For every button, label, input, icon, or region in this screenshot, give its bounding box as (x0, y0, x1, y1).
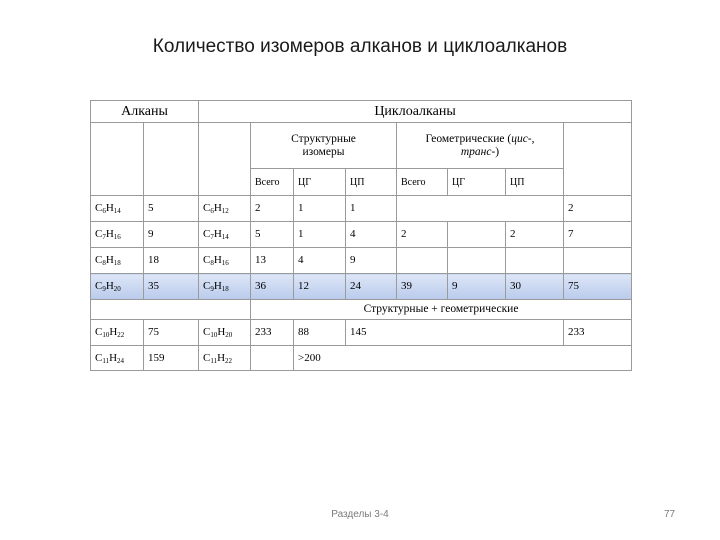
col-total-structural: Всего (251, 169, 294, 196)
table-row (91, 248, 632, 274)
structural-total: 36 (251, 274, 294, 300)
footer-section: Разделы 3-4 (331, 509, 389, 520)
cycloalkane-formula: $C_6H_{12}$ (199, 196, 251, 222)
combined-total (251, 346, 294, 371)
structural-cg: 1 (294, 222, 346, 248)
alkane-count: 18 (144, 248, 199, 274)
alkane-formula: $C_8H_{18}$ (91, 248, 144, 274)
alkane-count: 35 (144, 274, 199, 300)
geometric-cp: 30 (506, 274, 564, 300)
alkane-count: 9 (144, 222, 199, 248)
empty-header-cell (199, 123, 251, 196)
empty-header-cell (91, 123, 144, 196)
structural-cg: 1 (294, 196, 346, 222)
cycloalkane-formula: $C_9H_{18}$ (199, 274, 251, 300)
cycloalkane-formula: $C_8H_{16}$ (199, 248, 251, 274)
structural-total: 2 (251, 196, 294, 222)
page-title: Количество изомеров алканов и циклоалканов (152, 36, 568, 57)
structural-cg: 4 (294, 248, 346, 274)
col-cp-geometric: ЦП (506, 169, 564, 196)
structural-total: 13 (251, 248, 294, 274)
geometric-cg (448, 248, 506, 274)
geometric-empty (397, 196, 564, 222)
alkane-formula: $C_{11}H_{24}$ (91, 346, 144, 371)
total-value: 2 (564, 196, 632, 222)
col-cg-structural: ЦГ (294, 169, 346, 196)
alkane-formula: $C_7H_{16}$ (91, 222, 144, 248)
table-row (91, 222, 632, 248)
structural-isomers-header: Структурные изомеры (251, 123, 397, 169)
total-value: 75 (564, 274, 632, 300)
geometric-total (397, 248, 448, 274)
cycloalkane-formula: $C_7H_{14}$ (199, 222, 251, 248)
cycloalkanes-header: Циклоалканы (199, 101, 632, 123)
geometric-cp: 2 (506, 222, 564, 248)
table-row (91, 320, 632, 346)
geometric-cg: 9 (448, 274, 506, 300)
geometric-total: 39 (397, 274, 448, 300)
total-value (564, 248, 632, 274)
combined-header-row (91, 300, 632, 320)
empty-header-cell (564, 123, 632, 196)
alkane-formula: $C_6H_{14}$ (91, 196, 144, 222)
combined-cp: 145 (346, 320, 564, 346)
structural-total: 5 (251, 222, 294, 248)
table-row (91, 196, 632, 222)
empty-header-cell (144, 123, 199, 196)
geometric-isomers-header: Геометрические (цис-, транс-) (397, 123, 564, 169)
total-value: 233 (564, 320, 632, 346)
alkane-formula: $C_{10}H_{22}$ (91, 320, 144, 346)
header-row-1 (91, 101, 632, 123)
alkane-count: 75 (144, 320, 199, 346)
total-value: 7 (564, 222, 632, 248)
header-row-2 (91, 123, 632, 169)
combined-cg: 88 (294, 320, 346, 346)
table-row (91, 274, 632, 300)
combined-cg: >200 (294, 346, 632, 371)
geometric-cp (506, 248, 564, 274)
structural-cp: 9 (346, 248, 397, 274)
structural-cp: 24 (346, 274, 397, 300)
structural-cp: 1 (346, 196, 397, 222)
alkane-count: 5 (144, 196, 199, 222)
combined-total: 233 (251, 320, 294, 346)
structural-cp: 4 (346, 222, 397, 248)
geometric-cg (448, 222, 506, 248)
col-cp-structural: ЦП (346, 169, 397, 196)
col-total-geometric: Всего (397, 169, 448, 196)
empty-cell (91, 300, 251, 320)
structural-cg: 12 (294, 274, 346, 300)
cycloalkane-formula: $C_{11}H_{22}$ (199, 346, 251, 371)
cycloalkane-formula: $C_{10}H_{20}$ (199, 320, 251, 346)
page-number: 77 (664, 509, 676, 520)
alkane-count: 159 (144, 346, 199, 371)
isomer-table (90, 100, 632, 371)
alkane-formula: $C_9H_{20}$ (91, 274, 144, 300)
alkanes-header: Алканы (91, 101, 199, 123)
geometric-total: 2 (397, 222, 448, 248)
table-row (91, 346, 632, 371)
col-cg-geometric: ЦГ (448, 169, 506, 196)
combined-isomers-header: Структурные + геометрические (251, 300, 632, 320)
